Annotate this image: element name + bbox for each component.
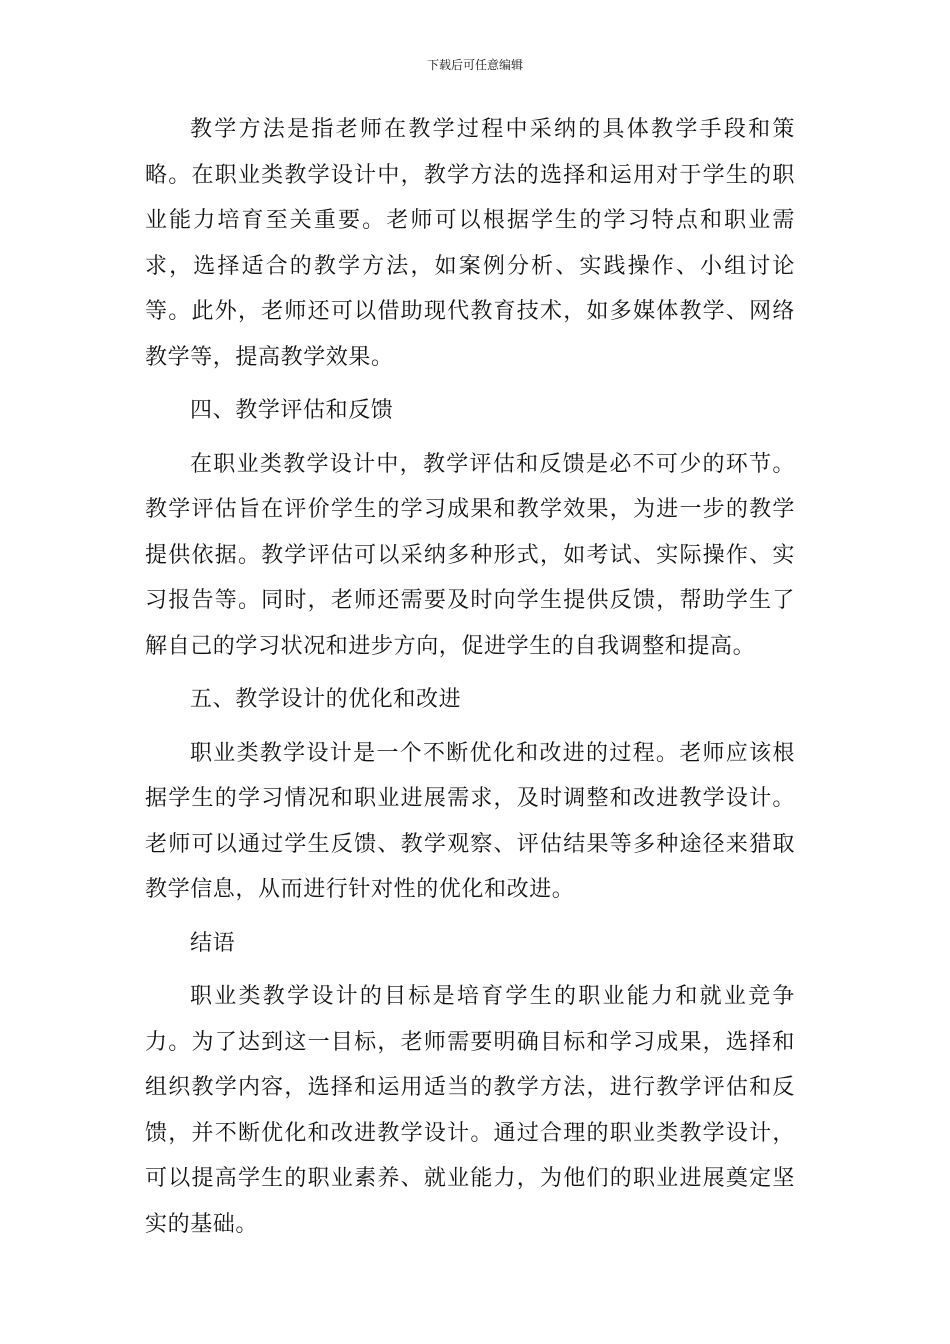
document-body: [145, 107, 795, 1255]
section-heading-conclusion: 结语: [190, 930, 236, 956]
paragraph-conclusion: 职业类教学设计的目标是培育学生的职业能力和就业竞争力。为了达到这一目标，老师需要明确目标和学习成果，选择和组织教学内容，选择和运用适当的教学方法，进行教学评估和反馈，并不断优化和改进教学设计。通过合理的职业类教学设计，可以提高学生的职业素养、就业能力，为他们的职业进展奠定坚实的基础。: [145, 984, 795, 1237]
paragraph-assessment: 在职业类教学设计中，教学评估和反馈是必不可少的环节。教学评估旨在评价学生的学习成果和教学效果，为进一步的教学提供依据。教学评估可以采纳多种形式，如考试、实际操作、实习报告等。同时，老师还需要及时向学生提供反馈，帮助学生了解自己的学习状况和进步方向，促进学生的自我调整和提高。: [145, 451, 795, 659]
paragraph-teaching-methods: 教学方法是指老师在教学过程中采纳的具体教学手段和策略。在职业类教学设计中，教学方法的选择和运用对于学生的职业能力培育至关重要。老师可以根据学生的学习特点和职业需求，选择适合的教学方法，如案例分析、实践操作、小组讨论等。此外，老师还可以借助现代教育技术，如多媒体教学、网络教学等，提高教学效果。: [145, 117, 795, 370]
header-note: 下载后可任意编辑: [426, 58, 523, 72]
paragraph-optimization: 职业类教学设计是一个不断优化和改进的过程。老师应该根据学生的学习情况和职业进展需求，及时调整和改进教学设计。老师可以通过学生反馈、教学观察、评估结果等多种途径来猎取教学信息，从而进行针对性的优化和改进。: [145, 740, 795, 902]
section-heading-optimization: 五、教学设计的优化和改进: [190, 687, 462, 712]
section-heading-assessment: 四、教学评估和反馈: [190, 398, 394, 423]
